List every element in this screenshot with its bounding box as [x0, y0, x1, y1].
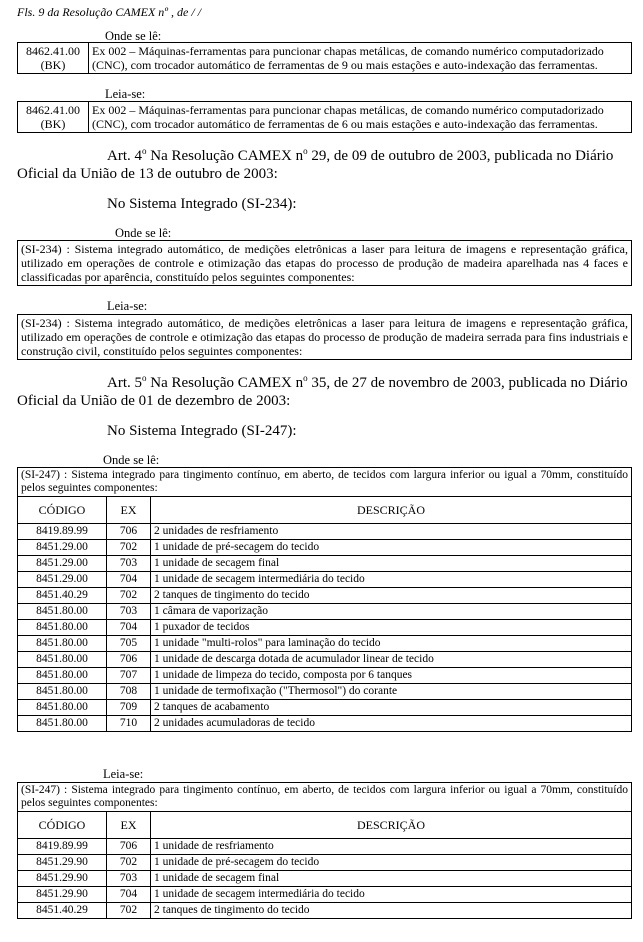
- cell-descricao: 1 unidade de pré-secagem do tecido: [151, 855, 632, 871]
- onde-se-le-label: Onde se lê:: [105, 29, 162, 43]
- table-row: [18, 524, 632, 540]
- table-row: [18, 855, 632, 871]
- art5-prefix: Art. 5: [107, 375, 142, 391]
- table-header-row: [18, 812, 632, 839]
- table-row: [18, 700, 632, 716]
- cell-codigo: 8451.29.90: [18, 887, 107, 903]
- ncm-code-sub: (BK): [40, 58, 66, 72]
- art4-sistema: No Sistema Integrado (SI-234):: [107, 196, 297, 212]
- art4-prefix: Art. 4: [107, 148, 142, 164]
- art4-paragraph: [17, 147, 632, 183]
- cell-descricao: 1 unidade de termofixação ("Thermosol") do corante: [151, 684, 632, 700]
- art4-n: n: [295, 148, 304, 164]
- cell-descricao: 2 tanques de acabamento: [151, 700, 632, 716]
- table-row: [18, 588, 632, 604]
- table-row: [18, 716, 632, 732]
- cell-ex: 706: [107, 652, 151, 668]
- col-header-descricao: DESCRIÇÃO: [151, 497, 632, 524]
- ncm-code-sub: (BK): [40, 117, 66, 131]
- cell-ex: 704: [107, 887, 151, 903]
- cell-descricao: 2 tanques de tingimento do tecido: [151, 588, 632, 604]
- cell-ex: 704: [107, 620, 151, 636]
- cell-codigo: 8451.29.90: [18, 855, 107, 871]
- si247-description: (SI-247) : Sistema integrado para tingimento contínuo, em aberto, de tecidos com largura inferior ou igual a 70mm, constituído pelos seguintes componentes:: [18, 783, 632, 812]
- cell-descricao: 2 unidades acumuladoras de tecido: [151, 716, 632, 732]
- art4-mid: Na Resolução CAMEX: [146, 148, 296, 164]
- cell-ex: 706: [107, 524, 151, 540]
- art5-mid: Na Resolução CAMEX: [146, 375, 296, 391]
- cell-codigo: 8451.40.29: [18, 903, 107, 919]
- cell-codigo: 8451.80.00: [18, 668, 107, 684]
- cell-codigo: 8451.80.00: [18, 604, 107, 620]
- cell-codigo: 8451.29.90: [18, 871, 107, 887]
- table-row: [18, 102, 632, 133]
- cell-codigo: 8451.29.00: [18, 572, 107, 588]
- cell-codigo: 8419.89.99: [18, 839, 107, 855]
- table-row: [18, 636, 632, 652]
- cell-ex: 702: [107, 903, 151, 919]
- onde-se-le-label: Onde se lê:: [115, 226, 172, 240]
- page-header: Fls. 9 da Resolução CAMEX nº , de / /: [17, 5, 202, 19]
- cell-ex: 702: [107, 540, 151, 556]
- cell-descricao: 2 tanques de tingimento do tecido: [151, 903, 632, 919]
- cell-descricao: 1 unidade de secagem final: [151, 556, 632, 572]
- table-row: [18, 887, 632, 903]
- table-row: [18, 684, 632, 700]
- cell-codigo: 8451.80.00: [18, 716, 107, 732]
- ncm-code-cell: [18, 102, 89, 133]
- art5-n: n: [295, 375, 304, 391]
- table-row: [18, 903, 632, 919]
- ncm-code-cell: [18, 43, 89, 74]
- cell-descricao: 1 puxador de tecidos: [151, 620, 632, 636]
- cell-codigo: 8451.80.00: [18, 684, 107, 700]
- si234-leia-box: (SI-234) : Sistema integrado automático, de medições eletrônicas a laser para leitura de imagens e representação gráfica, utilizado em operações de controle e otimização das etapas do processo de produção de madeira serrada para fins industriais e construção civil, constituído pelos seguintes componentes:: [17, 314, 632, 360]
- ncm-code: 8462.41.00: [26, 103, 80, 117]
- cell-codigo: 8451.29.00: [18, 540, 107, 556]
- col-header-ex: EX: [107, 812, 151, 839]
- leia-se-label: Leia-se:: [103, 767, 144, 781]
- cell-ex: 705: [107, 636, 151, 652]
- ncm-description: Ex 002 – Máquinas-ferramentas para puncionar chapas metálicas, de comando numérico computadorizado (CNC), com trocador automático de ferramentas de 6 ou mais estações e auto-indexação das ferramentas.: [89, 102, 632, 133]
- art5-rest: 35, de 27 de novembro de 2003, publicada no Diário Oficial da União de 01 de dezembro de 2003:: [17, 375, 628, 409]
- cell-descricao: 1 unidade "multi-rolos" para laminação do tecido: [151, 636, 632, 652]
- cell-descricao: 1 unidade de resfriamento: [151, 839, 632, 855]
- col-header-codigo: CÓDIGO: [18, 497, 107, 524]
- table-row: [18, 556, 632, 572]
- table-row: [18, 540, 632, 556]
- si247-leia-table: [17, 782, 632, 919]
- cell-descricao: 1 unidade de limpeza do tecido, composta por 6 tanques: [151, 668, 632, 684]
- table-description-row: [18, 783, 632, 812]
- cell-ex: 702: [107, 855, 151, 871]
- si247-onde-table: [17, 467, 632, 732]
- si234-onde-box: (SI-234) : Sistema integrado automático, de medições eletrônicas a laser para leitura de imagens e representação gráfica, utilizado em operações de controle e otimização das etapas do processo de produção de madeira aparelhada nas 4 faces e classificadas por aparência, constituído pelos seguintes componentes:: [17, 240, 632, 286]
- cell-ex: 708: [107, 684, 151, 700]
- cell-ex: 703: [107, 871, 151, 887]
- table-row: [18, 652, 632, 668]
- art4-sup: o: [142, 146, 147, 156]
- cell-descricao: 2 unidades de resfriamento: [151, 524, 632, 540]
- leia-se-label: Leia-se:: [107, 299, 148, 313]
- cell-descricao: 1 unidade de secagem intermediária do tecido: [151, 572, 632, 588]
- cell-ex: 703: [107, 604, 151, 620]
- table-row: [18, 668, 632, 684]
- ncm-code: 8462.41.00: [26, 44, 80, 58]
- cell-ex: 707: [107, 668, 151, 684]
- cell-ex: 709: [107, 700, 151, 716]
- table-row: [18, 572, 632, 588]
- cell-codigo: 8419.89.99: [18, 524, 107, 540]
- table-row: [18, 871, 632, 887]
- table-row: [18, 43, 632, 74]
- cell-codigo: 8451.29.00: [18, 556, 107, 572]
- cell-descricao: 1 câmara de vaporização: [151, 604, 632, 620]
- cell-codigo: 8451.80.00: [18, 636, 107, 652]
- art4-rest: 29, de 09 de outubro de 2003, publicada no Diário Oficial da União de 13 de outubro de 2003:: [17, 148, 614, 182]
- table-row: [18, 604, 632, 620]
- cell-descricao: 1 unidade de secagem intermediária do tecido: [151, 887, 632, 903]
- leia-se-label: Leia-se:: [105, 87, 146, 101]
- col-header-codigo: CÓDIGO: [18, 812, 107, 839]
- onde-se-le-label: Onde se lê:: [103, 453, 160, 467]
- cell-ex: 710: [107, 716, 151, 732]
- cell-codigo: 8451.80.00: [18, 700, 107, 716]
- cell-ex: 706: [107, 839, 151, 855]
- cell-descricao: 1 unidade de descarga dotada de acumulador linear de tecido: [151, 652, 632, 668]
- cell-ex: 702: [107, 588, 151, 604]
- cell-descricao: 1 unidade de pré-secagem do tecido: [151, 540, 632, 556]
- si247-description: (SI-247) : Sistema integrado para tingimento contínuo, em aberto, de tecidos com largura inferior ou igual a 70mm, constituído pelos seguintes componentes:: [18, 468, 632, 497]
- ncm-description: Ex 002 – Máquinas-ferramentas para puncionar chapas metálicas, de comando numérico computadorizado (CNC), com trocador automático de ferramentas de 9 ou mais estações e auto-indexação das ferramentas.: [89, 43, 632, 74]
- art5-paragraph: [17, 374, 632, 410]
- ncm-leia-table: [17, 101, 632, 133]
- art5-nsup: o: [303, 373, 308, 383]
- cell-codigo: 8451.80.00: [18, 652, 107, 668]
- ncm-onde-table: [17, 42, 632, 74]
- cell-descricao: 1 unidade de secagem final: [151, 871, 632, 887]
- col-header-ex: EX: [107, 497, 151, 524]
- table-row: [18, 620, 632, 636]
- cell-ex: 704: [107, 572, 151, 588]
- table-row: [18, 839, 632, 855]
- art4-nsup: o: [303, 146, 308, 156]
- art5-sup: o: [142, 373, 147, 383]
- table-header-row: [18, 497, 632, 524]
- col-header-descricao: DESCRIÇÃO: [151, 812, 632, 839]
- cell-codigo: 8451.40.29: [18, 588, 107, 604]
- cell-codigo: 8451.80.00: [18, 620, 107, 636]
- cell-ex: 703: [107, 556, 151, 572]
- art5-sistema: No Sistema Integrado (SI-247):: [107, 423, 297, 439]
- table-description-row: [18, 468, 632, 497]
